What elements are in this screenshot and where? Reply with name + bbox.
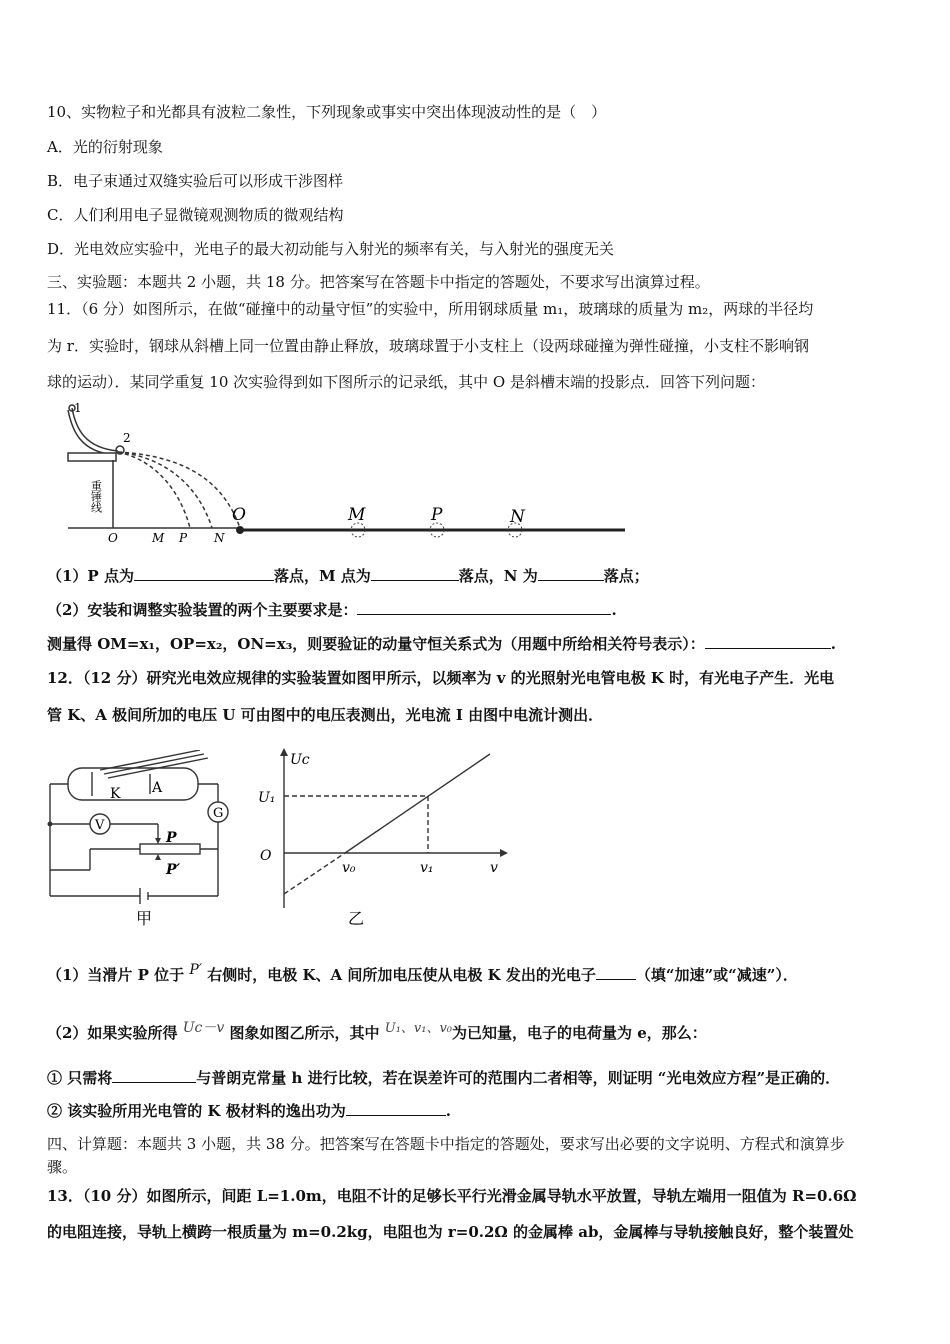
q12-sub1-text-c: （填“加速”或“减速”）．	[635, 966, 798, 984]
blank-n-point[interactable]	[538, 566, 604, 581]
q13-line1: 13．（10 分）如图所示，间距 L=1.0m，电阻不计的足够长平行光滑金属导轨水平放置，导轨左端用一阻值为 R=0.6Ω	[47, 1187, 857, 1205]
q11-measure	[47, 634, 836, 654]
symbol-uc-v: Uc－v	[182, 1020, 225, 1036]
q12-sub2	[47, 1018, 707, 1043]
symbol-p-prime: P′	[189, 962, 203, 978]
q11-sub1-text-c: 落点，N 为	[458, 567, 538, 585]
q12-sub2-text-a: （2）如果实验所得	[47, 1024, 178, 1042]
label-a: A	[152, 780, 163, 796]
q11-sub1-text-b: 落点，M 点为	[273, 567, 371, 585]
point-n: N	[510, 507, 525, 527]
tick-o: O	[108, 531, 118, 545]
q12-sub1-text-b: 右侧时，电极 K、A 间所加电压使从电极 K 发出的光电子	[207, 966, 596, 984]
label-1: 1	[74, 401, 82, 415]
blank-m-point[interactable]	[371, 566, 459, 581]
point-p: P	[431, 505, 443, 525]
q10-option-b: B．电子束通过双缝实验后可以形成干涉图样	[47, 172, 344, 190]
blank-requirements[interactable]	[357, 600, 611, 615]
blank-p-point[interactable]	[134, 566, 274, 581]
q11-sub1-text-d: 落点；	[603, 567, 649, 585]
label-u1: U₁	[258, 790, 276, 806]
q12-line2: 管 K、A 极间所加的电压 U 可由图中的电压表测出，光电流 I 由图中电流计测出．	[47, 706, 604, 724]
point-m: M	[348, 505, 366, 525]
q12-sub2-text-c: 为已知量，电子的电荷量为 e，那么：	[452, 1024, 707, 1042]
label-v: V	[95, 818, 105, 833]
xlabel-v: v	[490, 860, 498, 876]
label-k: K	[110, 786, 121, 802]
q11-measure-end: .	[830, 635, 836, 653]
extension-line	[284, 853, 345, 894]
label-2: 2	[123, 431, 131, 445]
label-v0: v₀	[342, 860, 356, 876]
q11-sub1-text-a: （1）P 点为	[47, 567, 134, 585]
q12-c1-text-b: 与普朗克常量 h 进行比较，若在误差许可的范围内二者相等，则证明 “光电效应方程”是正确的．	[196, 1069, 841, 1087]
caption-yi: 乙	[348, 909, 365, 928]
q12-c1	[47, 1068, 840, 1088]
symbol-u1-v1-v0: U₁、v₁、v₀	[384, 1021, 453, 1036]
circuit-figure-jia	[40, 750, 240, 930]
label-p: P	[166, 830, 177, 846]
section3-heading: 三、实验题：本题共 2 小题，共 18 分。把答案写在答题卡中指定的答题处，不要求写出演算过程。	[47, 273, 710, 291]
q11-sub1	[47, 566, 649, 586]
q11-sub2-text: （2）安装和调整实验装置的两个主要要求是：	[47, 601, 358, 619]
q11-line2: 为 r．实验时，钢球从斜槽上同一位置由静止释放，玻璃球置于小支柱上（设两球碰撞为弹性碰撞，小支柱不影响钢	[47, 337, 809, 355]
caption-jia: 甲	[136, 909, 153, 928]
graph-figure-yi	[250, 748, 510, 928]
blank-accelerate-decelerate[interactable]	[596, 965, 636, 980]
q11-sub2-end: .	[611, 601, 617, 619]
q11-line1: 11．（6 分）如图所示，在做“碰撞中的动量守恒”的实验中，所用钢球质量 m₁，玻璃球的质量为 m₂，两球的半径均	[47, 300, 814, 318]
tick-p: P	[179, 531, 188, 545]
label-v1: v₁	[420, 860, 434, 876]
point-o: O	[232, 505, 246, 525]
q12-sub1-text-a: （1）当滑片 P 位于	[47, 966, 185, 984]
blank-compare-quantity[interactable]	[112, 1068, 196, 1083]
collision-figure	[60, 400, 640, 550]
q10-option-a: A．光的衍射现象	[47, 138, 163, 156]
q12-c2-text-b: .	[445, 1102, 451, 1120]
q11-line3: 球的运动）．某同学重复 10 次实验得到如下图所示的记录纸，其中 O 是斜槽末端的投影点．回答下列问题：	[47, 373, 765, 391]
q13-line2: 的电阻连接，导轨上横跨一根质量为 m=0.2kg，电阻也为 r=0.2Ω 的金属棒 ab，金属棒与导轨接触良好，整个装置处	[47, 1223, 854, 1241]
label-p-prime: P′	[166, 862, 181, 878]
ylabel-uc: Uc	[290, 752, 310, 768]
q11-sub2	[47, 600, 617, 620]
section4-line2: 骤。	[47, 1158, 78, 1176]
graph-line	[345, 754, 490, 853]
q10-option-c: C．人们利用电子显微镜观测物质的微观结构	[47, 206, 344, 224]
q12-c2	[47, 1101, 451, 1121]
q10-stem: 10、实物粒子和光都具有波粒二象性，下列现象或事实中突出体现波动性的是（ ）	[47, 103, 607, 121]
label-g: G	[213, 806, 224, 821]
q12-line1: 12．（12 分）研究光电效应规律的实验装置如图甲所示，以频率为 v 的光照射光电管电极 K 时，有光电子产生．光电	[47, 669, 835, 687]
q12-sub1	[47, 960, 798, 985]
q12-c1-text-a: ① 只需将	[47, 1069, 113, 1087]
q11-measure-text: 测量得 OM=x₁，OP=x₂，ON=x₃，则要验证的动量守恒关系式为（用题中所给相关符号表示）：	[47, 635, 705, 653]
blank-momentum-equation[interactable]	[705, 634, 831, 649]
q10-option-d: D．光电效应实验中，光电子的最大初动能与入射光的频率有关，与入射光的强度无关	[47, 240, 615, 258]
q12-c2-text-a: ② 该实验所用光电管的 K 极材料的逸出功为	[47, 1102, 346, 1120]
tick-n: N	[214, 531, 225, 545]
q12-sub2-text-b: 图象如图乙所示，其中	[229, 1024, 380, 1042]
label-o: O	[260, 848, 272, 864]
tick-m: M	[152, 531, 165, 545]
record-paper-line	[236, 523, 625, 537]
plumb-line-label: 重锤线	[89, 480, 103, 513]
blank-work-function[interactable]	[346, 1101, 446, 1116]
section4-line1: 四、计算题：本题共 3 小题，共 38 分。把答案写在答题卡中指定的答题处，要求写出必要的文字说明、方程式和演算步	[47, 1135, 845, 1153]
